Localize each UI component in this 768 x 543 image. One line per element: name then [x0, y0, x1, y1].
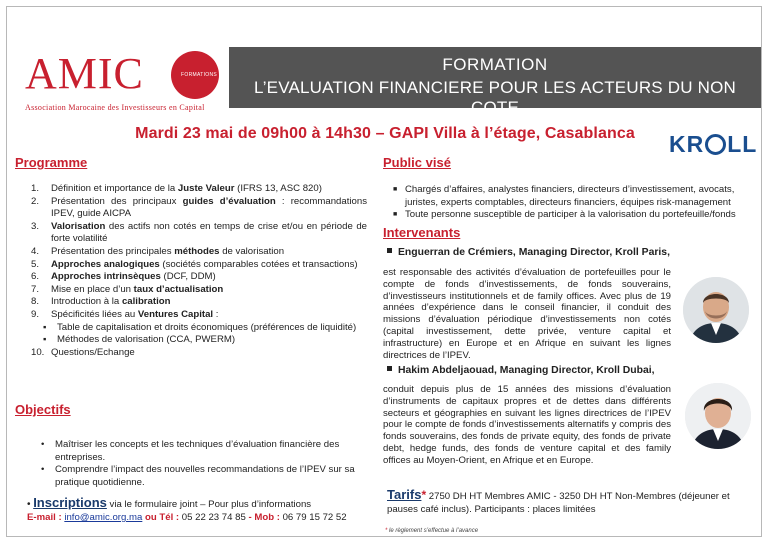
- public-text: Chargés d’affaires, analystes financiers, directeurs d’investissement, avocats, juristes, experts comptables, directeurs financiers, équipes risk-management: [405, 184, 735, 208]
- programme-item-text: Ventures Capital: [137, 308, 214, 320]
- programme-sublist: [31, 322, 367, 347]
- programme-item: [31, 347, 367, 360]
- programme-subitem-text: Table de capitalisation et droits économiques (préférences de liquidité): [57, 321, 357, 333]
- inscriptions-text: via le formulaire joint – Pour plus d’informations: [106, 499, 312, 510]
- programme-subitem: [41, 322, 367, 335]
- bullet-icon: •: [41, 439, 45, 450]
- bullet-icon: •: [41, 464, 45, 476]
- public-text: Toute personne susceptible de participer à la valorisation du portefeuille/fonds: [405, 209, 736, 221]
- speaker-1-photo: [683, 277, 749, 343]
- footnote-star: *: [385, 528, 388, 534]
- programme-item-text: méthodes: [174, 245, 220, 257]
- intervenants-title: Intervenants: [383, 225, 461, 240]
- programme-item-text: de valorisation: [219, 245, 285, 257]
- speaker-1-name-text: Enguerran de Crémiers, Managing Director, Kroll Paris,: [398, 247, 670, 258]
- programme-item-text: Présentation des principaux: [51, 195, 183, 207]
- date-line: [7, 125, 763, 143]
- programme-item-number: 10.: [31, 346, 45, 358]
- programme-item: [31, 221, 367, 246]
- programme-item-number: 4.: [31, 245, 40, 257]
- programme-item-number: 7.: [31, 283, 40, 295]
- bullet-square-icon: ■: [393, 211, 398, 219]
- header-banner: [229, 47, 761, 117]
- programme-item-number: 5.: [31, 258, 40, 270]
- programme-item: [31, 183, 367, 196]
- speaker-2-bio: conduit depuis plus de 15 années des missions d’évaluation d’instruments de capitaux propres et de dettes dans différents secteurs et géographies en suivant les lignes directrices de l’IPEV pour le compte de fonds d’investissements alternatifs y compris des fonds souverains, des fonds de private equity, des fonds de private debt, hedge funds, des fonds de venture capital et des family offices au Moyen-Orient, en Afrique et en Europe.: [383, 384, 671, 466]
- speaker-2-name-text: Hakim Abdeljaouad, Managing Director, Kroll Dubai,: [398, 365, 655, 376]
- programme-item-text: Présentation des principales: [51, 245, 175, 257]
- logo-word: AMIC: [25, 49, 144, 98]
- tarifs-title: Tarifs: [387, 487, 422, 502]
- programme-item-text: taux d’actualisation: [133, 283, 224, 295]
- programme-item-number: 8.: [31, 296, 40, 308]
- bullet-square-icon: [387, 366, 392, 371]
- mob-value: 06 79 15 72 52: [282, 512, 347, 523]
- amic-logo: [21, 47, 231, 115]
- programme-list: [31, 183, 367, 359]
- mob-label: - Mob :: [245, 512, 283, 523]
- kroll-logo-left: KR: [669, 131, 705, 157]
- objectif-text: Comprendre l’impact des nouvelles recommandations de l’IPEV sur sa pratique quotidienne.: [55, 464, 355, 488]
- programme-item: [31, 196, 367, 221]
- programme-item-number: 6.: [31, 271, 40, 283]
- tarifs-text: 2750 DH HT Membres AMIC - 3250 DH HT Non-Membres (déjeuner et pauses café inclus). Participants : places limitées: [387, 491, 730, 515]
- speaker-2-name: [387, 365, 655, 376]
- speaker-2-photo: [685, 383, 751, 449]
- tarifs-star: *: [421, 488, 427, 502]
- bullet-icon: ▪: [43, 321, 47, 333]
- objectifs-list: [41, 439, 361, 489]
- logo-circle: [171, 51, 219, 99]
- programme-item-text: Définition et importance de la: [51, 183, 178, 194]
- bullet-icon: ▪: [43, 334, 47, 346]
- programme-item: [31, 296, 367, 309]
- programme-item-text: calibration: [121, 296, 171, 308]
- kroll-logo-right: LL: [727, 131, 758, 157]
- programme-item-text: Spécificités liées au: [51, 308, 138, 320]
- programme-subitem-text: Méthodes de valorisation (CCA, PWERM): [57, 334, 236, 346]
- programme-item-text: Mise en place d’un: [51, 283, 134, 295]
- programme-item-text: :: [213, 308, 219, 320]
- programme-item-text: (sociétés comparables cotées et transactions): [159, 258, 358, 270]
- footnote-text: le règlement s’effectue à l’avance: [387, 528, 479, 534]
- speaker-1-name: [387, 247, 670, 258]
- programme-item-text: Questions/Echange: [51, 346, 135, 358]
- programme-item-number: 9.: [31, 308, 40, 320]
- portrait-icon: [683, 277, 749, 343]
- tel-label: ou Tél :: [142, 512, 182, 523]
- portrait-icon: [685, 383, 751, 449]
- logo-tagline: Association Marocaine des Investisseurs en Capital: [25, 103, 205, 112]
- inscriptions-title: Inscriptions: [33, 495, 107, 510]
- tel-value: 05 22 23 74 85: [181, 512, 246, 523]
- kroll-o-ring: [705, 134, 726, 155]
- programme-item-text: (IFRS 13, ASC 820): [234, 183, 322, 194]
- programme-title: Programme: [15, 155, 88, 170]
- bullet-square-icon: ■: [393, 186, 398, 193]
- programme-item: [31, 259, 367, 272]
- flyer-page: [6, 6, 762, 537]
- programme-item-text: Juste Valeur: [177, 183, 235, 194]
- programme-item-number: 1.: [31, 183, 40, 194]
- programme-item-number: 2.: [31, 195, 40, 207]
- programme-item: [31, 309, 367, 322]
- programme-item-text: Approches analogiques: [51, 258, 160, 270]
- footnote: [385, 528, 478, 534]
- programme-item-text: : recommandations IPEV, guide AICPA: [51, 195, 367, 220]
- objectif-item: [41, 439, 361, 464]
- programme-item: [31, 246, 367, 259]
- public-item: [393, 209, 755, 222]
- programme-subitem: [41, 334, 367, 347]
- email-label: E-mail :: [27, 512, 65, 523]
- header-subtitle: L’EVALUATION FINANCIERE POUR LES ACTEURS DU NON COTE: [253, 78, 737, 117]
- inscriptions-block: [27, 496, 367, 524]
- programme-item-text: des actifs non cotés en temps de crise et/ou en période de forte volatilité: [51, 220, 367, 245]
- public-title: Public visé: [383, 155, 451, 170]
- objectifs-title: Objectifs: [15, 402, 71, 417]
- programme-item-number: 3.: [31, 220, 40, 232]
- public-item: [393, 184, 755, 209]
- programme-item-text: Introduction à la: [51, 296, 122, 308]
- speaker-1-bio: est responsable des activités d’évaluation de portefeuilles pour le compte de fonds d’investissements, de fonds souverains, d’investisseurs institutionnels et de family offices. Avec plus de 19 années d’expérience dans le conseil financier, il conduit des missions d’évaluation périodique d’investissements non cotés (capital investissement, dette privée, venture capital et infrastructure) en Europe et en Afrique en suivant les lignes directrices de l’IPEV.: [383, 267, 671, 361]
- public-list: [393, 184, 755, 222]
- event-date-location: Mardi 23 mai de 09h00 à 14h30 – GAPI Villa à l’étage, Casablanca: [135, 125, 635, 142]
- tarifs-block: [387, 488, 759, 516]
- programme-item: [31, 284, 367, 297]
- programme-item-text: (DCF, DDM): [160, 271, 216, 283]
- programme-item: [31, 271, 367, 284]
- email-link[interactable]: info@amic.org.ma: [64, 512, 143, 523]
- bullet-square-icon: [387, 248, 392, 253]
- programme-item-text: Valorisation: [51, 220, 106, 232]
- header-title: FORMATION: [442, 55, 548, 74]
- programme-item-text: Approches intrinsèques: [51, 271, 161, 283]
- inscriptions-bullet: •: [27, 499, 31, 510]
- programme-item-text: guides d’évaluation: [182, 195, 276, 207]
- logo-circle-text: FORMATIONS: [181, 72, 217, 78]
- objectif-item: [41, 464, 361, 489]
- objectif-text: Maîtriser les concepts et les techniques d’évaluation financière des entreprises.: [55, 439, 340, 463]
- kroll-logo: [669, 131, 757, 158]
